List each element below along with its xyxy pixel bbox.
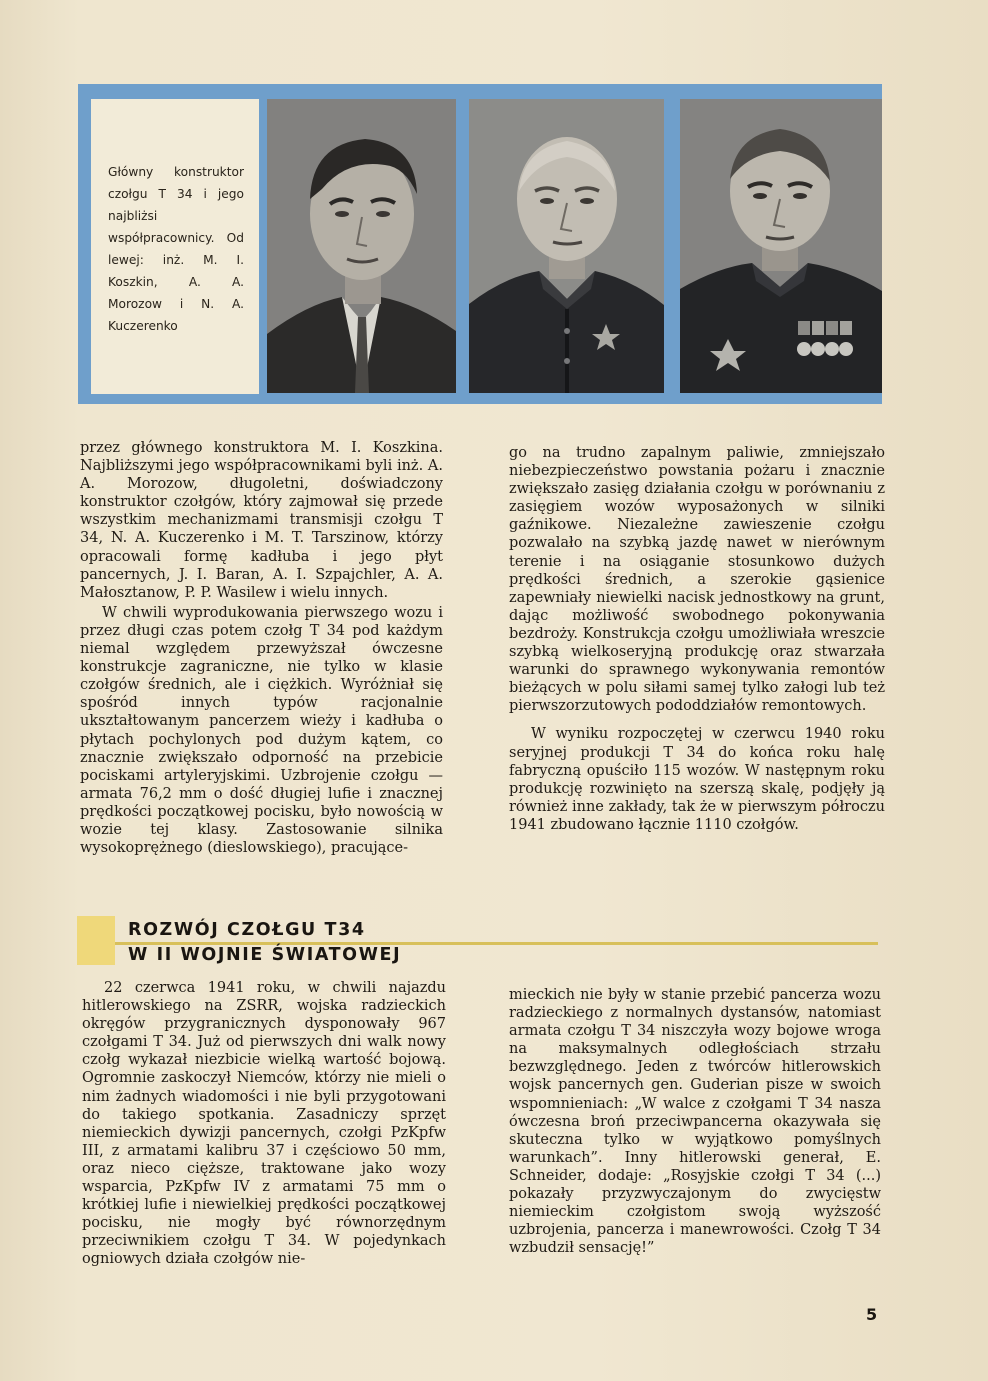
paragraph: W wyniku rozpoczętej w czerwcu 1940 roku seryjnej produkcji T 34 do końca roku halę fabryczną opuściło 115 wozów. W następnym roku produkcję rozwinięto na szerszą skalę, podjęły ją również inne zakłady, tak że w pierwszym półroczu 1941 zbudowano łącznie 1110 czołgów.	[509, 726, 885, 833]
page-number: 5	[866, 1305, 878, 1324]
paragraph: przez głównego konstruktora M. I. Koszkina. Najbliższymi jego współpracownikami byli inż. A. A. Morozow, długoletni, doświadczony konstruktor czołgów, który zajmował się przede wszystkim mechanizmami transmisji czołgu T 34, N. A. Kuczerenko i M. T. Tarszinow, którzy opracowali formę kadłuba i jego płyt pancernych, J. I. Baran, A. I. Szpajchler, A. A. Małosztanow, P. P. Wasilew i wielu innych.	[80, 440, 443, 601]
paragraph: 22 czerwca 1941 roku, w chwili najazdu hitlerowskiego na ZSRR, wojska radzieckich okręgów przygranicznych dysponowały 967 czołgami T 34. Już od pierwszych dni walk nowy czołg wykazał niezbicie wielką wartość bojową. Ogromnie zaskoczył Niemców, którzy nie mieli o nim żadnych wiadomości i nie byli przygotowani do takiego spotkania. Zasadniczy sprzęt niemieckich dywizji pancernych, czołgi PzKpfw III, z armatami kalibru 37 i częściowo 50 mm, oraz nieco cięższe, traktowane jako wozy wsparcia, PzKpfw IV z armatami 75 mm o krótkiej lufie i niewielkiej prędkości początkowej pocisku, nie mogły być równorzędnym przeciwnikiem czołgu T 34. W pojedynkach ogniowych działa czołgów nie-	[82, 980, 446, 1268]
section-heading-line-1: ROZWÓJ CZOŁGU T34	[128, 920, 366, 940]
section-heading	[128, 918, 401, 968]
column-lower-left	[82, 977, 446, 1269]
paragraph: W chwili wyprodukowania pierwszego wozu i przez długi czas potem czołg T 34 pod każdym niemal względem przewyższał ówczesne konstrukcje zagraniczne, nie tylko w klasie czołgów średnich, ale i ciężkich. Wyróżniał się spośród innych typów racjonalnie ukształtowanym pancerzem wieży i kadłuba o płytach pochylonych pod dużym kątem, co znacznie zwiększało odporność na przebicie pociskami artyleryjskimi. Uzbrojenie czołgu — armata 76,2 mm o dość długiej lufie i znacznej prędkości początkowej pocisku, było nowością w wozie tej klasy. Zastosowanie silnika wysokoprężnego (dieslowskiego), pracujące-	[80, 604, 443, 857]
paragraph: mieckich nie były w stanie przebić pancerza wozu radzieckiego z normalnych dystansów, natomiast armata czołgu T 34 niszczyła wozy bojowe wroga na maksymalnych odległościach strzału bezwzględnego. Jeden z twórców hitlerowskich wojsk pancernych gen. Guderian pisze w swoich wspomnieniach: „W walce z czołgami T 34 nasza ówczesna broń przeciwpancerna okazywała się skuteczna tylko w wyjątkowo pomyślnych warunkach”. Inny hitlerowski generał, E. Schneider, dodaje: „Rosyjskie czołgi T 34 (...) pokazały przyzwyczajonym do zwycięstw niemieckim czołgistom swoją wyższość uzbrojenia, pancerza i manewrowości. Czołg T 34 wzbudził sensację!”	[509, 987, 881, 1257]
portrait-kuczerenko	[680, 99, 882, 393]
column-lower-right	[509, 986, 881, 1257]
portrait-koszkin	[267, 99, 456, 393]
portrait-morozow	[469, 99, 664, 393]
column-upper-right	[509, 444, 885, 834]
section-heading-line-2: W II WOJNIE ŚWIATOWEJ	[128, 945, 402, 965]
column-upper-left	[80, 439, 443, 857]
photo-caption: Główny konstruktor czołgu T 34 i jego najbliżsi współpracownicy. Od lewej: inż. M. I. Koszkin, A. A. Morozow i N. A. Kuczerenko	[108, 165, 244, 333]
paragraph: go na trudno zapalnym paliwie, zmniejszało niebezpieczeństwo powstania pożaru i znacznie zwiększało zasięg działania czołgu w porównaniu z zasięgiem wozów wyposażonych w silniki gaźnikowe. Niezależne zawieszenie czołgu pozwalało na szybką jazdę nawet w nierównym terenie i na osiąganie stosunkowo dużych prędkości średnich, a szerokie gąsienice zapewniały niewielki nacisk jednostkowy na grunt, dając możliwość swobodnego pokonywania bezdroży. Konstrukcja czołgu umożliwiała wreszcie szybką wielkoseryjną produkcję oraz stwarzała warunki do sprawnego wykonywania remontów bieżących w polu siłami samej tylko załogi lub też pierwszorzutowych pododdziałów remontowych.	[509, 445, 885, 715]
section-marker	[77, 916, 115, 965]
caption-box	[91, 99, 259, 394]
